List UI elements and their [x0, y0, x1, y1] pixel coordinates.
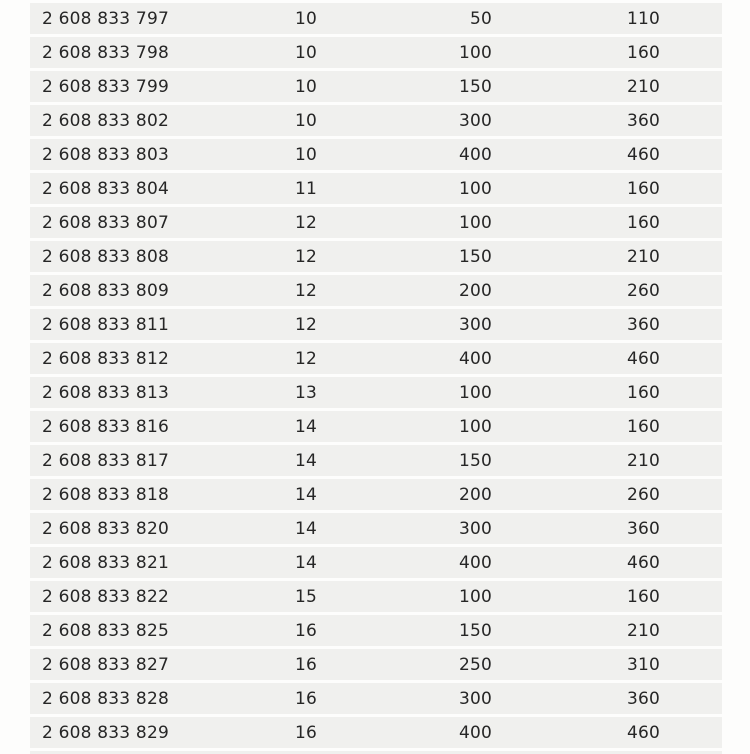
table-row: [30, 717, 722, 748]
total-length-cell: 360: [626, 518, 660, 539]
working-length-cell: 100: [458, 42, 492, 63]
total-length-cell: 360: [626, 110, 660, 131]
total-length-cell: 460: [626, 348, 660, 369]
working-length-cell: 400: [458, 722, 492, 743]
part-number-cell: 2 608 833 822: [42, 586, 169, 607]
total-length-cell: 210: [626, 450, 660, 471]
diameter-cell: 13: [295, 382, 318, 403]
diameter-cell: 12: [295, 348, 318, 369]
total-length-cell: 160: [626, 586, 660, 607]
table-row: [30, 241, 722, 272]
diameter-cell: 16: [295, 620, 318, 641]
part-number-cell: 2 608 833 816: [42, 416, 169, 437]
diameter-cell: 14: [295, 484, 318, 505]
table-row: [30, 3, 722, 34]
total-length-cell: 160: [626, 382, 660, 403]
diameter-cell: 14: [295, 552, 318, 573]
total-length-cell: 460: [626, 552, 660, 573]
table-row: [30, 105, 722, 136]
working-length-cell: 100: [458, 212, 492, 233]
working-length-cell: 400: [458, 348, 492, 369]
diameter-cell: 14: [295, 450, 318, 471]
part-number-cell: 2 608 833 802: [42, 110, 169, 131]
working-length-cell: 200: [458, 280, 492, 301]
total-length-cell: 360: [626, 314, 660, 335]
total-length-cell: 160: [626, 178, 660, 199]
working-length-cell: 300: [458, 110, 492, 131]
part-number-cell: 2 608 833 808: [42, 246, 169, 267]
diameter-cell: 12: [295, 246, 318, 267]
diameter-cell: 10: [295, 110, 318, 131]
diameter-cell: 14: [295, 416, 318, 437]
working-length-cell: 200: [458, 484, 492, 505]
working-length-cell: 300: [458, 518, 492, 539]
total-length-cell: 460: [626, 144, 660, 165]
diameter-cell: 11: [295, 178, 318, 199]
total-length-cell: 160: [626, 416, 660, 437]
part-number-cell: 2 608 833 828: [42, 688, 169, 709]
total-length-cell: 210: [626, 76, 660, 97]
table-row: [30, 411, 722, 442]
working-length-cell: 100: [458, 416, 492, 437]
table-row: [30, 37, 722, 68]
table-row: [30, 683, 722, 714]
working-length-cell: 100: [458, 178, 492, 199]
working-length-cell: 50: [469, 8, 492, 29]
table-row: [30, 581, 722, 612]
total-length-cell: 360: [626, 688, 660, 709]
diameter-cell: 12: [295, 314, 318, 335]
part-number-cell: 2 608 833 817: [42, 450, 169, 471]
total-length-cell: 210: [626, 246, 660, 267]
working-length-cell: 150: [458, 620, 492, 641]
total-length-cell: 160: [626, 212, 660, 233]
part-number-cell: 2 608 833 821: [42, 552, 169, 573]
table-row: [30, 377, 722, 408]
table-row: [30, 547, 722, 578]
table-row: [30, 513, 722, 544]
table-row: [30, 207, 722, 238]
diameter-cell: 16: [295, 654, 318, 675]
part-number-cell: 2 608 833 812: [42, 348, 169, 369]
total-length-cell: 160: [626, 42, 660, 63]
part-number-cell: 2 608 833 827: [42, 654, 169, 675]
table-row: [30, 649, 722, 680]
working-length-cell: 150: [458, 76, 492, 97]
part-number-cell: 2 608 833 799: [42, 76, 169, 97]
total-length-cell: 260: [626, 484, 660, 505]
working-length-cell: 100: [458, 382, 492, 403]
diameter-cell: 15: [295, 586, 318, 607]
part-number-cell: 2 608 833 829: [42, 722, 169, 743]
total-length-cell: 460: [626, 722, 660, 743]
part-number-cell: 2 608 833 813: [42, 382, 169, 403]
diameter-cell: 10: [295, 144, 318, 165]
part-number-cell: 2 608 833 798: [42, 42, 169, 63]
part-number-cell: 2 608 833 807: [42, 212, 169, 233]
diameter-cell: 16: [295, 688, 318, 709]
working-length-cell: 400: [458, 144, 492, 165]
part-number-cell: 2 608 833 809: [42, 280, 169, 301]
working-length-cell: 150: [458, 450, 492, 471]
total-length-cell: 210: [626, 620, 660, 641]
table-row: [30, 275, 722, 306]
part-number-cell: 2 608 833 797: [42, 8, 169, 29]
part-number-cell: 2 608 833 825: [42, 620, 169, 641]
table-row: [30, 479, 722, 510]
working-length-cell: 300: [458, 314, 492, 335]
table-row: [30, 309, 722, 340]
working-length-cell: 100: [458, 586, 492, 607]
diameter-cell: 16: [295, 722, 318, 743]
part-number-cell: 2 608 833 811: [42, 314, 169, 335]
table-row: [30, 343, 722, 374]
working-length-cell: 400: [458, 552, 492, 573]
table-row: [30, 445, 722, 476]
total-length-cell: 310: [626, 654, 660, 675]
working-length-cell: 150: [458, 246, 492, 267]
total-length-cell: 260: [626, 280, 660, 301]
table-row: [30, 615, 722, 646]
working-length-cell: 300: [458, 688, 492, 709]
table-row: [30, 173, 722, 204]
diameter-cell: 12: [295, 280, 318, 301]
part-number-cell: 2 608 833 803: [42, 144, 169, 165]
working-length-cell: 250: [458, 654, 492, 675]
total-length-cell: 110: [626, 8, 660, 29]
part-number-cell: 2 608 833 818: [42, 484, 169, 505]
diameter-cell: 14: [295, 518, 318, 539]
diameter-cell: 12: [295, 212, 318, 233]
table-row: [30, 71, 722, 102]
table-row: [30, 139, 722, 170]
part-number-cell: 2 608 833 820: [42, 518, 169, 539]
diameter-cell: 10: [295, 42, 318, 63]
diameter-cell: 10: [295, 76, 318, 97]
diameter-cell: 10: [295, 8, 318, 29]
part-number-cell: 2 608 833 804: [42, 178, 169, 199]
